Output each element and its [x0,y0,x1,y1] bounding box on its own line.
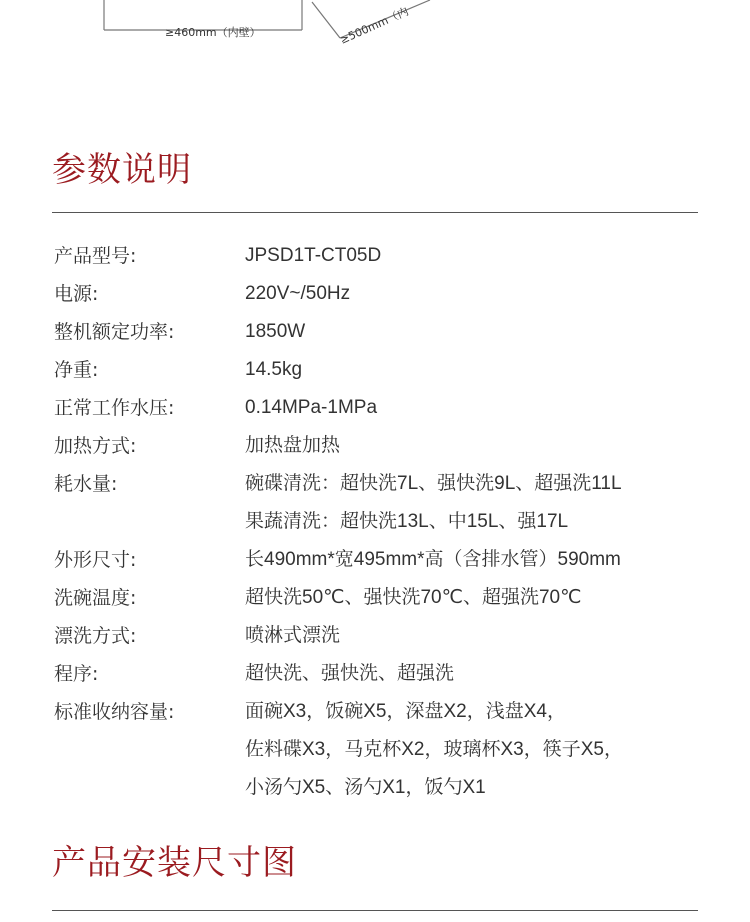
install-section-title: 产品安装尺寸图 [52,843,297,883]
spec-row [0,275,750,313]
spec-table [0,237,750,807]
spec-label: 洗碗温度: [54,587,137,609]
spec-value: 果蔬清洗：超快洗13L、中15L、强17L [245,511,569,532]
spec-label: 净重: [54,359,99,381]
spec-label: 整机额定功率: [54,321,175,343]
spec-value: 220V~/50Hz [245,283,351,304]
spec-label: 漂洗方式: [54,625,137,647]
params-section-title: 参数说明 [52,150,192,190]
params-section-divider [52,212,698,213]
spec-value: 小汤勺X5、汤勺X1，饭勺X1 [245,777,486,798]
spec-row [0,655,750,693]
install-section-divider [52,910,698,911]
spec-row [0,389,750,427]
spec-label: 电源: [54,283,99,305]
dimension-label-depth: ≥500mm（内 [337,4,411,47]
spec-value: JPSD1T-CT05D [245,245,382,266]
spec-label: 标准收纳容量: [54,701,175,723]
spec-label: 产品型号: [54,245,137,267]
spec-label: 正常工作水压: [54,397,175,419]
spec-row [0,237,750,275]
spec-value: 喷淋式漂洗 [245,625,341,646]
spec-value: 佐料碟X3，马克杯X2，玻璃杯X3，筷子X5， [245,739,623,760]
dimension-label-width: ≥460mm（内壁） [165,26,261,39]
spec-value: 超快洗、强快洗、超强洗 [245,663,455,684]
spec-value: 加热盘加热 [245,435,341,456]
spec-value: 14.5kg [245,359,303,380]
spec-row [0,427,750,465]
spec-label: 外形尺寸: [54,549,137,571]
spec-row [0,693,750,807]
diagram-edge-diag [312,2,340,38]
spec-label: 加热方式: [54,435,137,457]
spec-value: 面碗X3，饭碗X5，深盘X2，浅盘X4， [245,701,566,722]
spec-label: 程序: [54,663,99,685]
spec-row [0,465,750,541]
spec-value: 碗碟清洗：超快洗7L、强快洗9L、超强洗11L [245,473,622,494]
spec-row [0,579,750,617]
spec-row [0,617,750,655]
spec-row [0,351,750,389]
spec-value: 1850W [245,321,306,342]
spec-value: 长490mm*宽495mm*高（含排水管）590mm [245,549,621,570]
spec-row [0,541,750,579]
spec-value: 超快洗50℃、强快洗70℃、超强洗70℃ [245,587,582,608]
spec-value: 0.14MPa-1MPa [245,397,378,418]
spec-row [0,313,750,351]
spec-label: 耗水量: [54,473,118,495]
installation-diagram-partial [0,0,750,110]
